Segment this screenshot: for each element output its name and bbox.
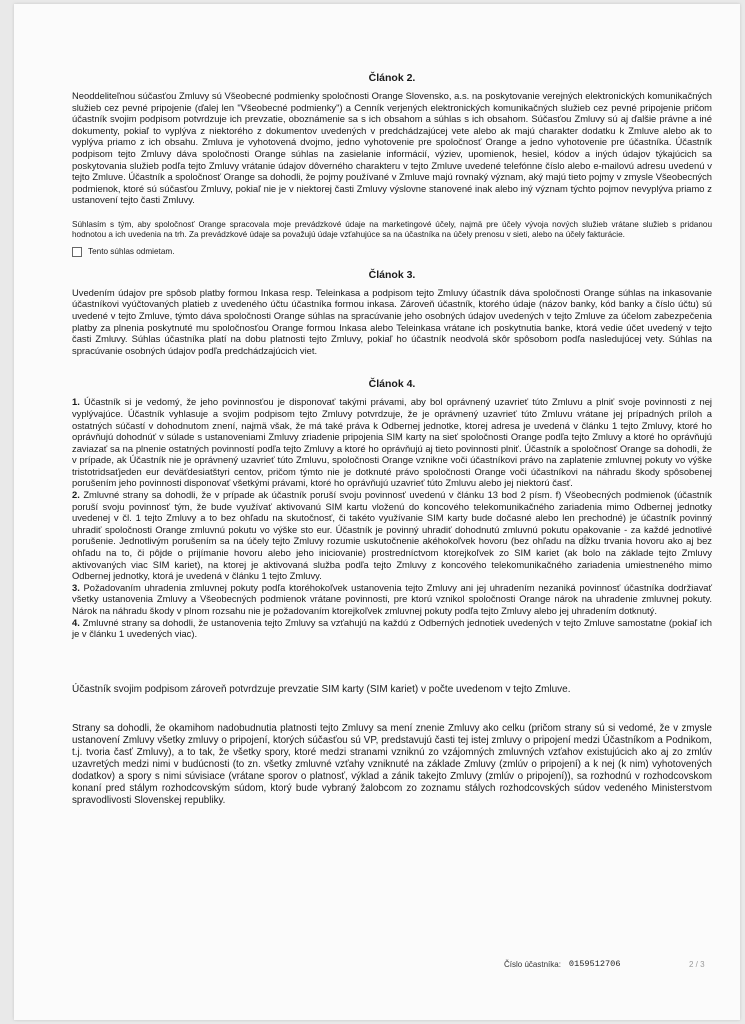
marketing-consent [72, 220, 712, 241]
sim-confirmation: Účastník svojim podpisom zároveň potvrdzuje prevzatie SIM karty (SIM kariet) v počte uvedenom v tejto Zmluve. [72, 683, 571, 695]
consent-text: Súhlasím s tým, aby spoločnosť Orange spracovala moje prevádzkové údaje na marketingové účely, najmä pre účely vývoja nových služieb vrátane služieb s pridanou hodnotou a ich uvedenia na trh. Za prevádzkové údaje sa považujú údaje vzťahujúce sa na účastníka na účely prenosu v sieti, alebo na účely fakturácie. [72, 219, 712, 240]
item-number: 2. [72, 489, 80, 501]
page-number: 2 / 3 [689, 960, 705, 969]
consent-refusal-label: Tento súhlas odmietam. [88, 247, 175, 257]
clanok-4-item [72, 489, 712, 582]
item-text: Zmluvné strany sa dohodli, že ustanovenia tejto Zmluvy sa vzťahujú na každú z Odberných jednotiek uvedených v tejto Zmluve samostatne (pokiaľ ich je v článku 1 uvedených viac). [72, 616, 712, 640]
arbitration-paragraph: Strany sa dohodli, že okamihom nadobudnutia platnosti tejto Zmluvy sa mení znenie Zmluvy ako celku (pričom strany sú si vedomé, že v zmysle ustanovení Zmluvy všetky zmluvy o pripojení, ktorých súčasťou sú VP, predstavujú časti tej istej zmluvy o pripojení medzi Účastníkom a Podnikom, t.j. tvoria časť Zmluvy), a to tak, že všetky spory, ktoré medzi stranami vzniknú zo vzájomných zmluvných vzťahov existujúcich ako aj zo zmlúv uzavretých medzi nimi v budúcnosti (to zn. všetky zmluvné vzťahy vzniknuté na základe Zmluvy (zmlúv o pripojení) a k nej (k nim) vyhotovených dodatkov) a spory s nimi súvisiace (vrátane sporov o platnosť, výklad a zánik takejto Zmluvy (zmlúv o pripojení)), sa rozhodnú v rozhodcovskom konaní pred stálym rozhodcovským súdom, ktorý bude vybraný žalobcom zo zoznamu stálych rozhodcovských súdov vedeného Ministerstvom spravodlivosti Slovenskej republiky. [72, 723, 712, 807]
clanok-2-body: Neoddeliteľnou súčasťou Zmluvy sú Všeobecné podmienky spoločnosti Orange Slovensko, a.s. na poskytovanie verejných elektronických komunikačných služieb cez pevné pripojenie (ďalej len "Všeobecné podmienky") a Cenník verjených elektronických komunikačných služieb cez pevné pripojenie pričom účastník svojim podpisom potvrdzuje ich prevzatie, oboznámenie sa s ich obsahom a súhlas s ich obsahom. Súčasťou Zmluvy sú aj ďalšie právne a iné dokumenty, pokiaľ to vyplýva z niektorého z dokumentov uvedených v predchádzajúcej vete alebo ak majú charakter dodatku k Zmluve alebo ak to vyplýva priamo z ich obsahu. Zmluva je vyhotovená dvojmo, jedno vyhotovenie pre spoločnosť Orange a jedno vyhotovenie pre účastníka. Účastník podpisom tejto Zmluvy dáva spoločnosti Orange súhlas na zasielanie informácií, výziev, upomienok, hesiel, kódov a iných údajov týkajúcich sa poskytovania služieb podľa tejto Zmluvy vrátanie údajov dôverného charakteru v tejto Zmluve uvedené telefónne číslo alebo e-mailovú adresu uvedenú v tejto Zmluve. Účastník a spoločnosť Orange sa dohodli, že pojmy používané v Zmluve majú rovnaký význam, aký majú tieto pojmy v zmysle Všeobecných podmienok, ktoré sú súčasťou Zmluvy, pokiaľ nie je v niektorej časti Zmluvy výslovne stanovené inak alebo iný význam týchto pojmov nevyplýva priamo z ustanovení tejto časti Zmluvy. [72, 90, 712, 206]
clanok-2-heading: Článok 2. [368, 72, 416, 84]
clanok-3-heading: Článok 3. [368, 268, 416, 281]
clanok-3-body: Uvedením údajov pre spôsob platby formou Inkasa resp. Teleinkasa a podpisom tejto Zmluvy účastník dáva spoločnosti Orange súhlas na inkasovanie účastníkovi vyúčtovaných platieb z uvedeného účtu účastníka formou inkasa. Zároveň účastník, ktorého údaje (názov banky, kód banky a číslo účtu) sú uvedené v tejto Zmluve, týmto dáva spoločnosti Orange súhlas na spracúvanie jeho osobných údajov uvedených v tejto Zmluve za účelom zabezpečenia platby za plnenia poskytnuté mu spoločnosťou Orange formou Inkasa alebo Teleinkasa vrátane ich poskytnutia banke, ktorá vedie účet uvedený v tejto časti Zmluvy. Súhlas účastníka platí na dobu platnosti tejto Zmluvy, pokiaľ ho účastník neodvolá skôr spôsobom podľa nasledujúcej vety. Súhlas na spracúvanie osobných údajov podľa predchádzajúcich viet. [72, 286, 712, 356]
subscriber-number-value: 0159512706 [568, 959, 621, 969]
consent-refusal-checkbox[interactable] [72, 247, 82, 257]
clanok-4-item [72, 396, 712, 489]
clanok-4-item [72, 582, 712, 617]
document-page [14, 4, 740, 1020]
clanok-4-item [72, 617, 712, 640]
clanok-4-heading: Článok 4. [368, 378, 416, 391]
item-text: Účastník si je vedomý, že jeho povinnosťou je disponovať takými právami, aby bol oprávnený uzavrieť túto Zmluvu a plniť svoje povinnosti z nej vyplývajúce. Účastník vyhlasuje a svojim podpisom tejto Zmluvy potvrdzuje, že je oprávnený uzavrieť túto Zmluvu vrátane jej prípadných príloh a ostatných súčastí v dohodnutom znení, najmä však, že má také práva k Odbernej jednotke, ktorej adresa je uvedená v článku 1 tejto Zmluvy, ktoré ho oprávňujú dohodnúť v súlade s ustanoveniami Zmluvy zriadenie pripojenia SIM karty na sieť spoločnosti Orange podľa tejto Zmluvy a ktoré ho oprávňujú zaviazať sa na plnenie ostatných povinností podľa tejto Zmluvy a ktoré ho oprávňujú aj tieto povinnosti plniť. Účastník a spoločnosť Orange sa dohodli, že v prípade, ak Účastník nie je oprávnený uzavrieť túto Zmluvu, spoločnosti Orange vznikne voči účastníkovi právo na zaplatenie zmluvnej pokuty vo výške tristotridsaťjeden eur deväťdesiatštyri centov, pričom týmto nie je dotknuté právo spoločnosti Orange voči účastníkovi na náhradu škody spôsobenej porušením jeho povinnosti disponovať všetkými právami, ktoré ho oprávňujú uzavrieť túto Zmluvu alebo jej niektorú časť. [72, 396, 713, 489]
clanok-4-list [72, 396, 712, 639]
consent-refusal-row [72, 247, 712, 257]
item-number: 4. [72, 616, 80, 628]
document-content [72, 72, 712, 807]
item-text: Požadovaním uhradenia zmluvnej pokuty podľa ktoréhokoľvek ustanovenia tejto Zmluvy ani jej uhradením nezaniká povinnosť účastníka dodržiavať všetky ustanovenia Zmluvy a Všeobecných podmienok vrátane povinnosti, pre ktorú vznikol spoločnosti Orange nárok na uhradenie zmluvnej pokuty. Nárok na náhradu škody v plnom rozsahu nie je požadovaním ktorejkoľvek zmluvnej pokuty podľa tejto Zmluvy alebo jej uhradením dotknutý. [72, 581, 712, 616]
item-number: 1. [72, 396, 80, 408]
subscriber-number-label: Číslo účastníka: [504, 959, 561, 969]
subscriber-number-row [504, 959, 621, 969]
item-number: 3. [72, 581, 80, 593]
item-text: Zmluvné strany sa dohodli, že v prípade ak účastník poruší svoju povinnosť uvedenú v článku 13 bod 2 písm. f) Všeobecných podmienok (účastník poruší svoju povinnosť tým, že bude využívať aktivovanú SIM kartu vloženú do koncového telekomunikačného zariadenia mimo Odbernej jednotky uvedenej v čl. 1 tejto Zmluvy a to bez ohľadu na skutočnosť, či takéto využívanie SIM karty bude dočasné alebo len prechodné) je účastník povinný uhradiť spoločnosti Orange zmluvnú pokutu vo výške sto eur. Účastník je povinný uhradiť dohodnutú zmluvnú pokutu opakovanie - za každé jednotlivé porušenie. Jednotlivým porušením sa na účely tejto Zmluvy rozumie uskutočnenie akéhokoľvek hovoru (bez ohľadu na dĺžku trvania hovoru ako aj bez ohľadu na to, či pôjde o prijímanie hovoru alebo jeho iniciovanie) prostredníctvom ktorejkoľvek zo SIM kariet (ak bolo na základe tejto Zmluvy aktivovaných viac SIM kariet), na ktorej je aktivovaná služba podľa tejto Zmluvy z koncového telekomunikačného zariadenia umiestneného mimo Odbernej jednotky, ktorá je uvedená v článku 1 tejto Zmluvy. [72, 489, 712, 582]
